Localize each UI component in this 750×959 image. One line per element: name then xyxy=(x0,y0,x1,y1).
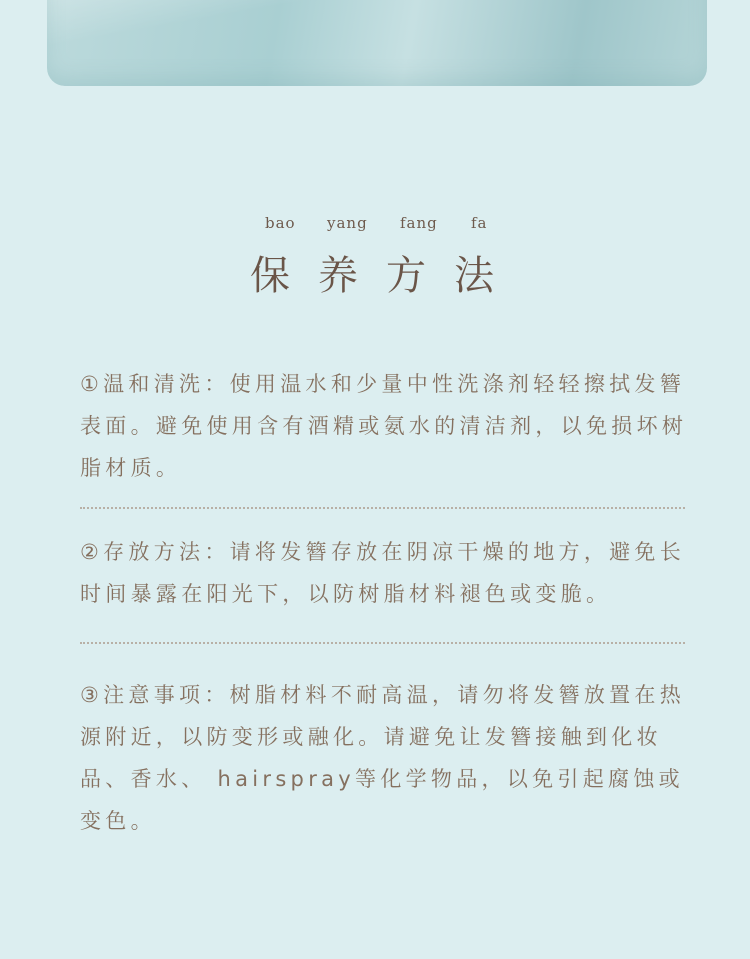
divider xyxy=(80,507,685,509)
title-pinyin xyxy=(0,214,750,234)
divider xyxy=(80,642,685,644)
product-photo xyxy=(47,0,707,86)
care-item-washing: ①温和清洗：使用温水和少量中性洗涤剂轻轻擦拭发簪表面。避免使用含有酒精或氨水的清洁剂，以免损坏树脂材质。 xyxy=(80,372,688,480)
pinyin-fa: fa xyxy=(471,214,488,232)
pinyin-fang: fang xyxy=(400,214,438,232)
care-item-notes: ③注意事项：树脂材料不耐高温，请勿将发簪放置在热源附近，以防变形或融化。请避免让发簪接触到化妆品、香水、 hairspray等化学物品，以免引起腐蚀或变色。 xyxy=(80,683,686,833)
pinyin-yang: yang xyxy=(327,214,368,232)
care-item-storage: ②存放方法：请将发簪存放在阴凉干燥的地方，避免长时间暴露在阳光下，以防树脂材料褪色或变脆。 xyxy=(80,540,686,606)
pinyin-bao: bao xyxy=(265,214,296,232)
section-title: 保养方法 xyxy=(250,253,522,299)
